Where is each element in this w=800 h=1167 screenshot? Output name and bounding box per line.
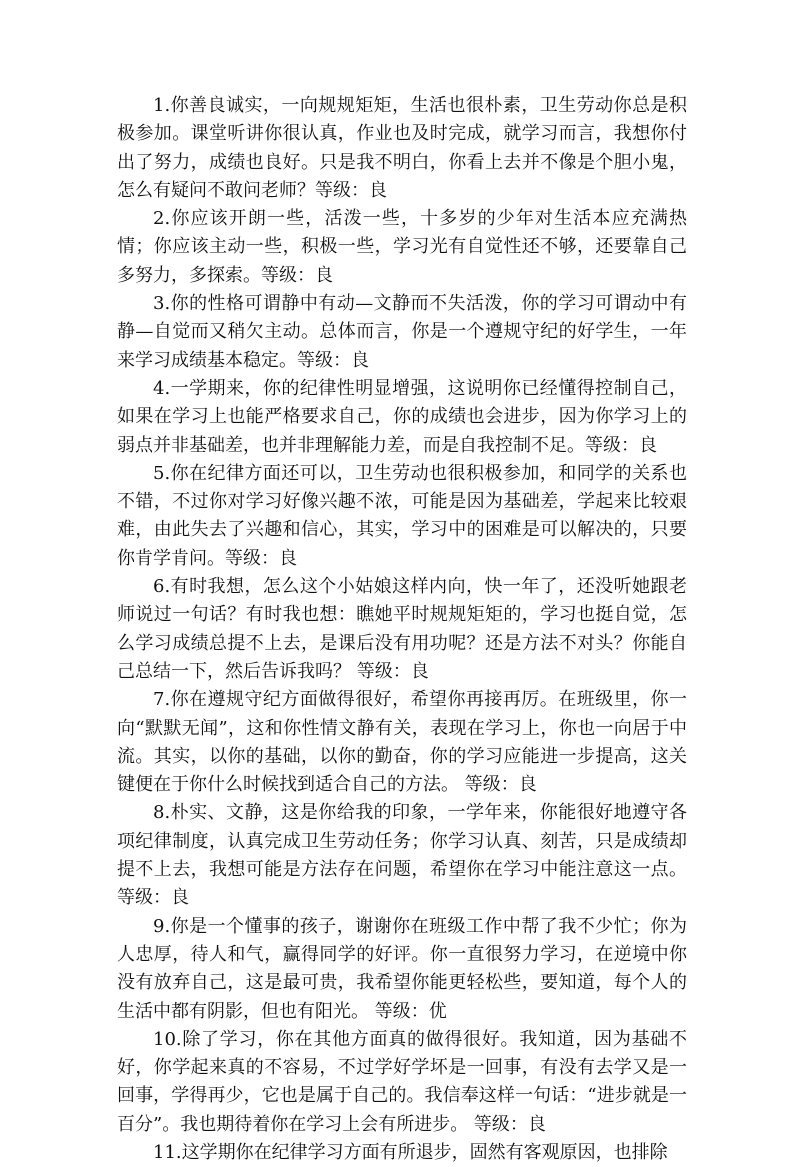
document-body [117, 92, 687, 1167]
comment-paragraph-7: 7.你在遵规守纪方面做得很好，希望你再接再厉。在班级里，你一向“默默无闻”，这和你性情文静有关，表现在学习上，你也一向居于中流。其实，以你的基础，以你的勤奋，你的学习应能进一步提高，这关键便在于你什么时候找到适合自己的方法。 等级：良 [117, 689, 687, 796]
comment-paragraph-1: 1.你善良诚实，一向规规矩矩，生活也很朴素，卫生劳动你总是积极参加。课堂听讲你很认真，作业也及时完成，就学习而言，我想你付出了努力，成绩也良好。只是我不明白，你看上去并不像是个胆小鬼，怎么有疑问不敢问老师？等级：良 [117, 95, 687, 201]
comment-paragraph-10: 10.除了学习，你在其他方面真的做得很好。我知道，因为基础不好，你学起来真的不容易，不过学好学坏是一回事，有没有去学又是一回事，学得再少，它也是属于自己的。我信奉这样一句话：“进步就是一百分”。我也期待着你在学习上会有所进步。 等级：良 [117, 1028, 687, 1135]
comment-paragraph-11: 11.这学期你在纪律学习方面有所退步，固然有客观原因，也排除 [153, 1141, 668, 1163]
comment-paragraph-4: 4.一学期来，你的纪律性明显增强，这说明你已经懂得控制自己，如果在学习上也能严格要求自己，你的成绩也会进步，因为你学习上的弱点并非基础差，也并非理解能力差，而是自我控制不足。等级：良 [117, 377, 687, 456]
comment-paragraph-3: 3.你的性格可谓静中有动—文静而不失活泼，你的学习可谓动中有静—自觉而又稍欠主动。总体而言，你是一个遵规守纪的好学生，一年来学习成绩基本稳定。等级：良 [117, 293, 687, 371]
comment-paragraph-5: 5.你在纪律方面还可以，卫生劳动也很积极参加，和同学的关系也不错，不过你对学习好像兴趣不浓，可能是因为基础差，学起来比较艰难，由此失去了兴趣和信心，其实，学习中的困难是可以解决的，只要你肯学肯问。等级：良 [117, 462, 687, 569]
comment-paragraph-8: 8.朴实、文静，这是你给我的印象，一学年来，你能很好地遵守各项纪律制度，认真完成卫生劳动任务；你学习认真、刻苦，只是成绩却提不上去，我想可能是方法存在问题，希望你在学习中能注意这一点。 等级：良 [117, 802, 687, 909]
comment-paragraph-2: 2.你应该开朗一些，活泼一些，十多岁的少年对生活本应充满热情；你应该主动一些，积极一些，学习光有自觉性还不够，还要靠自己多努力，多探索。等级：良 [117, 208, 687, 286]
comment-paragraph-9: 9.你是一个懂事的孩子，谢谢你在班级工作中帮了我不少忙；你为人忠厚，待人和气，赢得同学的好评。你一直很努力学习，在逆境中你没有放弃自己，这是最可贵，我希望你能更轻松些，要知道，每个人的生活中都有阴影，但也有阳光。 等级：优 [117, 915, 687, 1022]
comment-paragraph-6: 6.有时我想，怎么这个小姑娘这样内向，快一年了，还没听她跟老师说过一句话？有时我也想：瞧她平时规规矩矩的，学习也挺自觉，怎么学习成绩总提不上去，是课后没有用功呢？还是方法不对头？你能自己总结一下，然后告诉我吗？ 等级：良 [117, 576, 687, 682]
